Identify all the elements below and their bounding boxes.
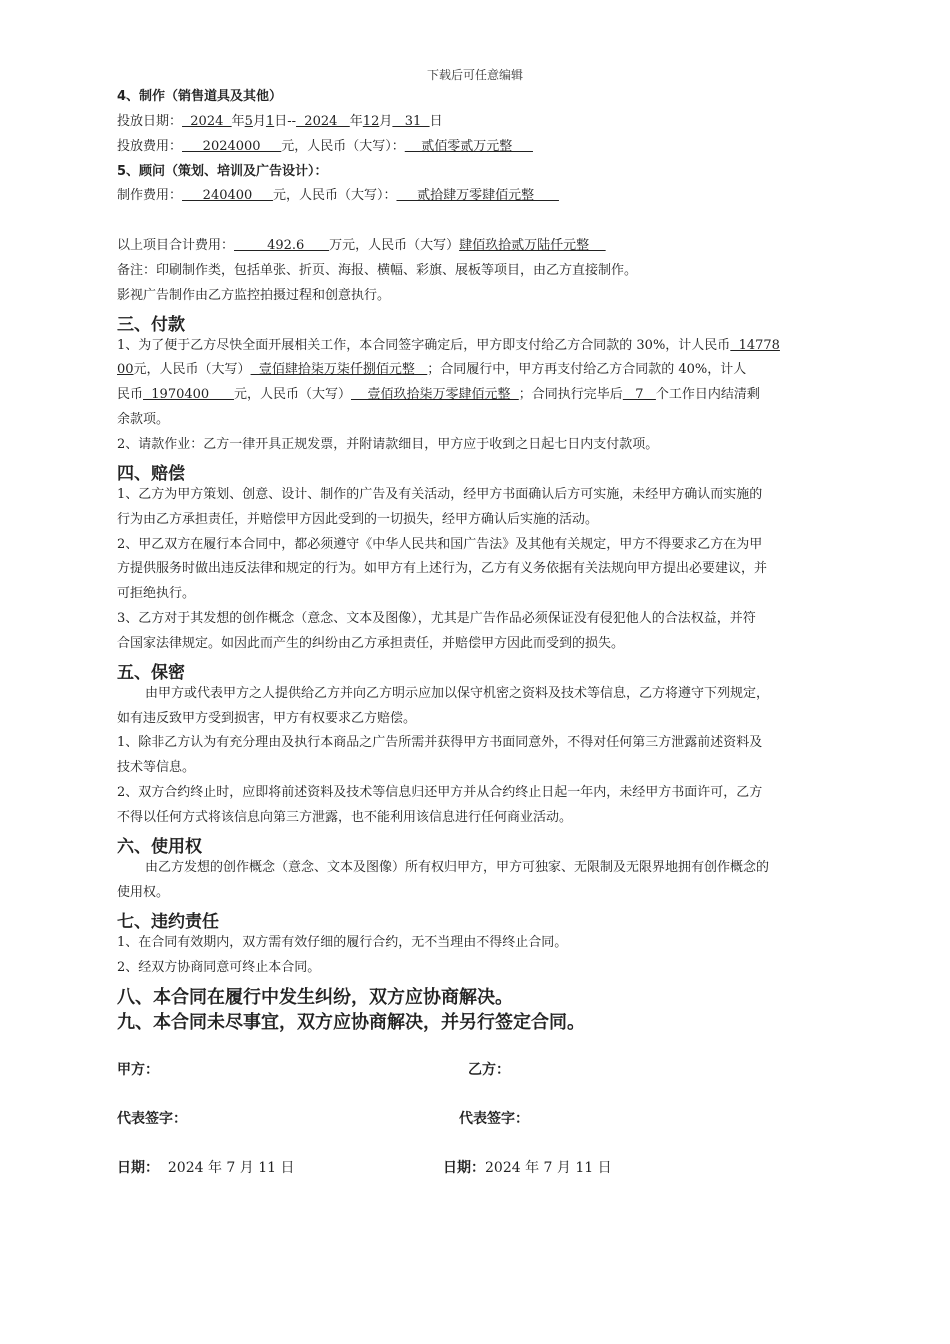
payment-line-5: 2、请款作业：乙方一律开具正规发票，并附请款细目，甲方应于收到之日起七日内支付款项。	[117, 437, 659, 452]
compensation-line: 2、甲乙双方在履行本合同中，都必须遵守《中华人民共和国广告法》及其他有关规定，甲方不得要求乙方在为甲	[117, 537, 763, 552]
remark-line-1: 备注：印刷制作类，包括单张、折页、海报、横幅、彩旗、展板等项目，由乙方直接制作。	[117, 263, 638, 278]
payment-text: ；合同执行完毕后	[518, 387, 623, 402]
confidentiality-line: 技术等信息。	[117, 760, 196, 775]
party-b-representative-label: 代表签字：	[459, 1111, 529, 1127]
payment-amount-1b: 00	[117, 362, 134, 377]
usage-rights-line: 使用权。	[117, 885, 170, 900]
payment-text: 1、为了便于乙方尽快全面开展相关工作，本合同签字确定后，甲方即支付给乙方合同款的 30%，计人民币	[117, 338, 731, 353]
month-char: 月	[252, 114, 266, 129]
section-confidentiality-title: 五、保密	[117, 663, 185, 683]
total-fee-caps: 肆佰玖拾贰万陆仟元整	[459, 238, 606, 253]
section-5-title: 5、顾问（策划、培训及广告设计）：	[117, 164, 328, 179]
payment-caps-1: 壹佰肆拾柒万柒仟捌佰元整	[250, 362, 428, 377]
confidentiality-line: 由甲方或代表甲方之人提供给乙方并向乙方明示应加以保守机密之资料及技术等信息，乙方将遵守下列规定，	[145, 686, 770, 701]
payment-amount-2: 1970400	[143, 387, 234, 402]
start-month: 5	[244, 114, 253, 129]
section-breach-title: 七、违约责任	[117, 912, 219, 932]
party-a-date	[117, 1157, 295, 1177]
placement-fee-caps: 贰佰零贰万元整	[404, 139, 533, 154]
placement-fee-value: 2024000	[182, 139, 282, 154]
payment-text: ；合同履行中，甲方再支付给乙方合同款的 40%，计人	[427, 362, 747, 377]
payment-text: 元，人民币（大写）	[233, 387, 351, 402]
day-char: 日	[429, 114, 443, 129]
party-a-representative-label: 代表签字：	[117, 1111, 187, 1127]
confidentiality-line: 2、双方合约终止时，应即将前述资料及技术等信息归还甲方并从合约终止日起一年内，未经甲方书面许可，乙方	[117, 785, 763, 800]
start-year: 2024	[182, 114, 232, 129]
year-char: 年	[349, 114, 363, 129]
section-usage-rights-title: 六、使用权	[117, 837, 202, 857]
payment-amount-1a: 14778	[730, 338, 780, 353]
end-month: 12	[362, 114, 380, 129]
payment-line-4: 余款项。	[117, 412, 170, 427]
remark-line-2: 影视广告制作由乙方监控拍摄过程和创意执行。	[117, 288, 391, 303]
start-day: 1	[265, 114, 275, 129]
payment-line-1	[117, 338, 780, 354]
breach-line: 1、在合同有效期内，双方需有效仔细的履行合约，无不当理由不得终止合同。	[117, 935, 568, 950]
placement-fee-caps-label: 元，人民币（大写）：	[281, 139, 405, 154]
party-b-date-label: 日期：	[443, 1160, 485, 1176]
party-b-date	[443, 1157, 612, 1177]
end-year: 2024	[296, 114, 350, 129]
section-4-title: 4、制作（销售道具及其他）	[117, 89, 283, 104]
compensation-line: 1、乙方为甲方策划、创意、设计、制作的广告及有关活动，经甲方书面确认后方可实施，未经甲方确认而实施的	[117, 487, 763, 502]
production-fee-caps-label: 元，人民币（大写）：	[272, 188, 397, 203]
section-payment-title: 三、付款	[117, 315, 185, 335]
page-header-note: 下载后可任意编辑	[426, 68, 523, 82]
payment-line-3	[117, 387, 760, 403]
production-fee-label: 制作费用：	[117, 188, 183, 203]
total-fee-line	[117, 238, 606, 254]
day-range-char: 日--	[274, 114, 297, 129]
year-char: 年	[231, 114, 245, 129]
production-fee-value: 240400	[182, 188, 273, 203]
payment-text: 个工作日内结清剩	[655, 387, 760, 402]
breach-line: 2、经双方协商同意可终止本合同。	[117, 960, 321, 975]
confidentiality-line: 1、除非乙方认为有充分理由及执行本商品之广告所需并获得甲方书面同意外，不得对任何第三方泄露前述资料及	[117, 735, 763, 750]
confidentiality-line: 如有违反致甲方受到损害，甲方有权要求乙方赔偿。	[117, 711, 417, 726]
placement-date-line	[117, 114, 443, 130]
payment-days: 7	[622, 387, 656, 402]
party-a-label: 甲方：	[117, 1062, 159, 1078]
payment-caps-2: 壹佰玖拾柒万零肆佰元整	[351, 387, 519, 402]
placement-fee-label: 投放费用：	[117, 139, 183, 154]
placement-fee-line	[117, 139, 533, 155]
total-fee-value: 492.6	[234, 238, 330, 253]
compensation-line: 3、乙方对于其发想的创作概念（意念、文本及图像），尤其是广告作品必须保证没有侵犯他人的合法权益，并符	[117, 611, 756, 626]
party-b-label: 乙方：	[468, 1062, 510, 1078]
section-compensation-title: 四、赔偿	[117, 464, 185, 484]
production-fee-line	[117, 188, 559, 204]
compensation-line: 行为由乙方承担责任，并赔偿甲方因此受到的一切损失，经甲方确认后实施的活动。	[117, 512, 599, 527]
section-supplement-title: 九、本合同未尽事宜，双方应协商解决，并另行签定合同。	[117, 1012, 585, 1033]
compensation-line: 合国家法律规定。如因此而产生的纠纷由乙方承担责任，并赔偿甲方因此而受到的损失。	[117, 636, 625, 651]
total-fee-caps-label: 万元，人民币（大写）	[329, 238, 460, 253]
party-b-date-value: 2024 年 7 月 11 日	[485, 1160, 612, 1176]
confidentiality-line: 不得以任何方式将该信息向第三方泄露，也不能利用该信息进行任何商业活动。	[117, 810, 573, 825]
party-a-date-label: 日期：	[117, 1160, 159, 1176]
end-day: 31	[392, 114, 430, 129]
total-fee-label: 以上项目合计费用：	[117, 238, 235, 253]
placement-date-label: 投放日期：	[117, 114, 183, 129]
compensation-line: 可拒绝执行。	[117, 586, 196, 601]
production-fee-caps: 贰拾肆万零肆佰元整	[396, 188, 559, 203]
payment-text: 民币	[117, 387, 144, 402]
compensation-line: 方提供服务时做出违反法律和规定的行为。如甲方有上述行为，乙方有义务依据有关法规向甲方提出必要建议，并	[117, 561, 768, 576]
party-a-date-value: 2024 年 7 月 11 日	[159, 1160, 295, 1176]
section-dispute-title: 八、本合同在履行中发生纠纷，双方应协商解决。	[117, 987, 513, 1008]
payment-text: 元，人民币（大写）	[133, 362, 251, 377]
usage-rights-line: 由乙方发想的创作概念（意念、文本及图像）所有权归甲方，甲方可独家、无限制及无限界地拥有创作概念的	[145, 860, 770, 875]
payment-line-2	[117, 362, 746, 378]
month-char: 月	[379, 114, 393, 129]
